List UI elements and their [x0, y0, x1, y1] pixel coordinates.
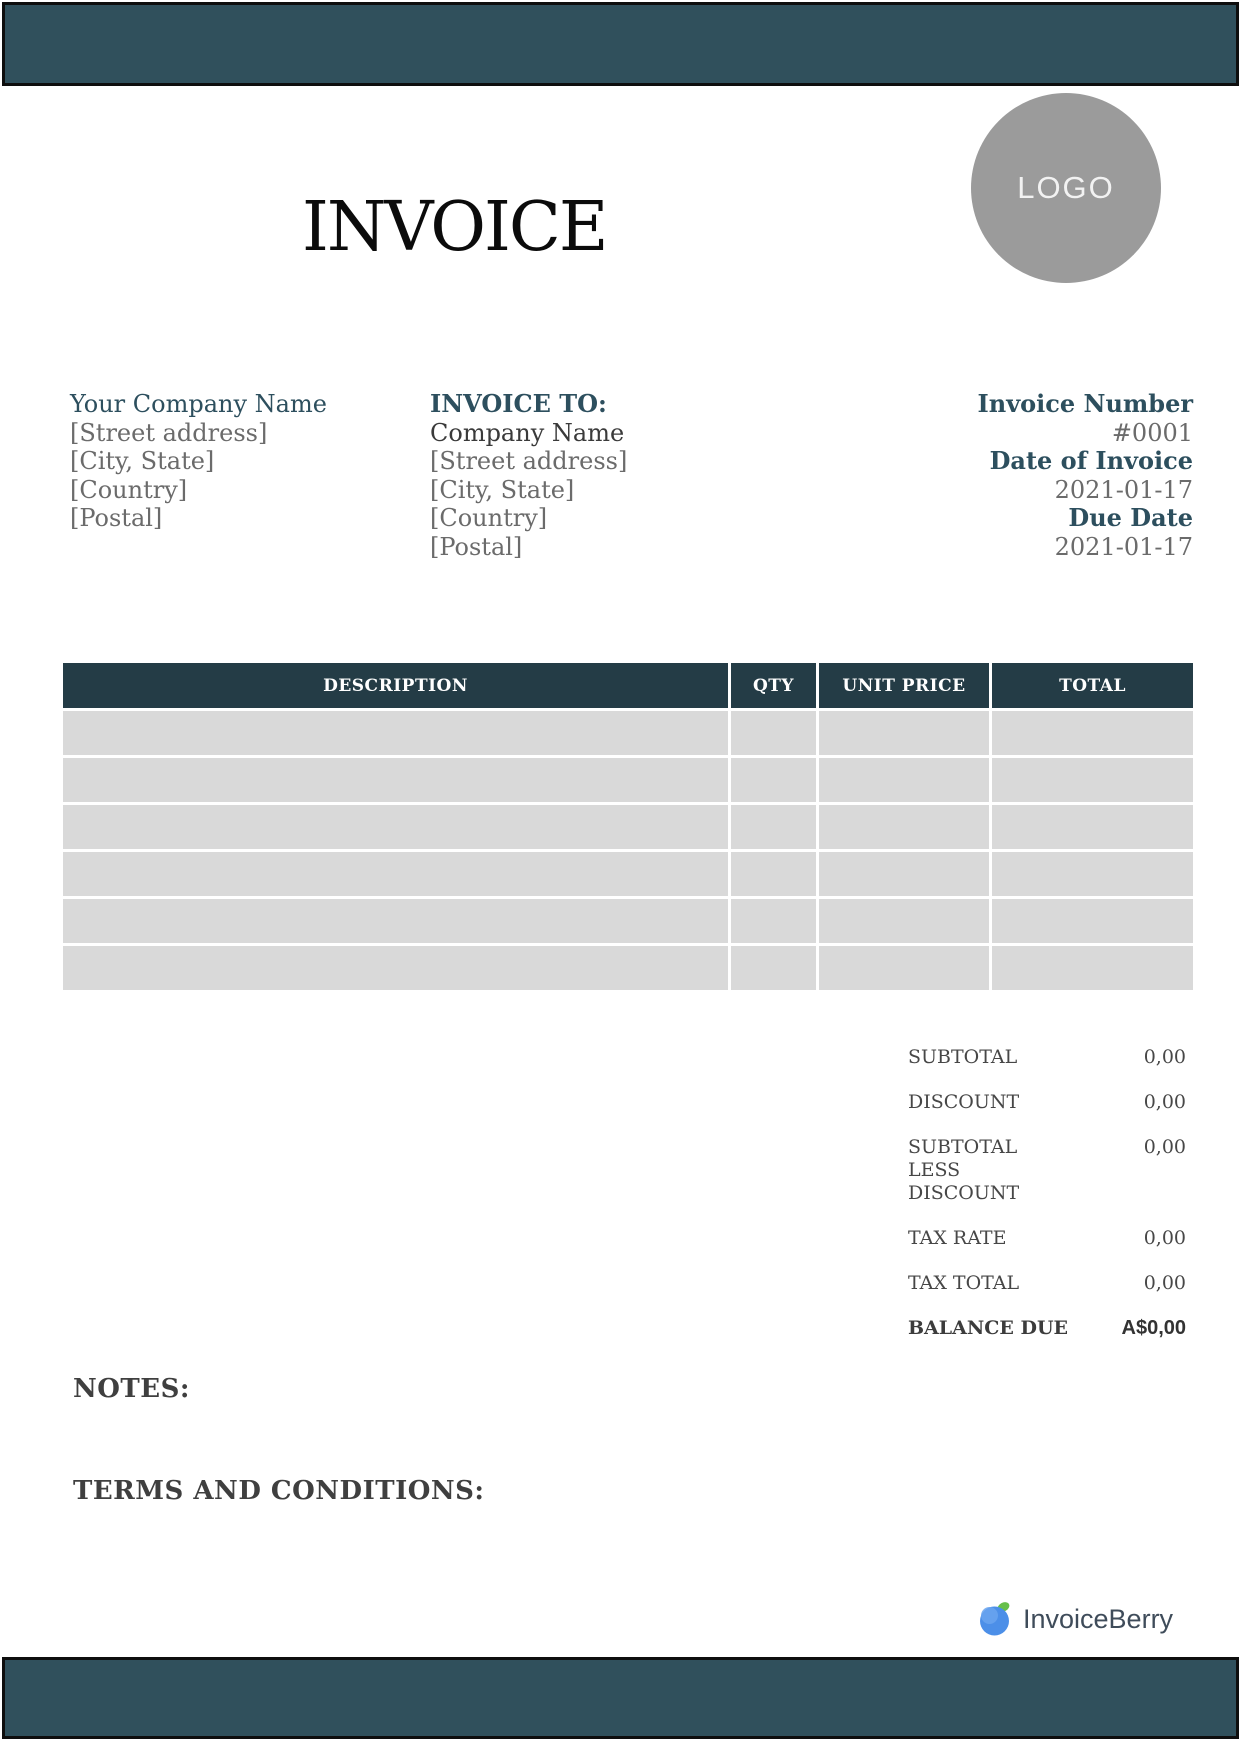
company-from-block	[70, 390, 327, 533]
subtotal-less-discount-value: 0,00	[1143, 1136, 1186, 1158]
recipient-country: [Country]	[430, 504, 548, 533]
table-cell-empty	[731, 805, 816, 849]
table-cell-empty	[819, 946, 989, 990]
table-cell-empty	[992, 758, 1193, 802]
brand-name: InvoiceBerry	[1023, 1603, 1174, 1634]
totals-block	[908, 1046, 1186, 1362]
company-street: [Street address]	[70, 418, 268, 447]
totals-row-balance-due	[908, 1317, 1186, 1340]
company-city-state: [City, State]	[70, 447, 215, 476]
invoice-number-value: #0001	[1111, 418, 1193, 447]
table-cell-empty	[992, 711, 1193, 755]
invoice-to-heading: INVOICE TO:	[430, 389, 607, 418]
table-cell-empty	[819, 758, 989, 802]
table-cell-empty	[63, 711, 728, 755]
tax-rate-value: 0,00	[1143, 1227, 1186, 1249]
recipient-name: Company Name	[430, 418, 625, 447]
subtotal-value: 0,00	[1143, 1046, 1186, 1068]
company-name: Your Company Name	[70, 390, 327, 418]
discount-label: DISCOUNT	[908, 1091, 1020, 1113]
invoice-meta-block	[978, 390, 1193, 562]
totals-row-subtotal	[908, 1046, 1186, 1069]
table-cell-empty	[731, 899, 816, 943]
table-cell-empty	[63, 946, 728, 990]
table-cell-empty	[731, 946, 816, 990]
items-table	[63, 663, 1193, 990]
table-cell-empty	[992, 899, 1193, 943]
logo-placeholder-label: LOGO	[1017, 170, 1115, 205]
invoiceberry-logo-icon	[978, 1600, 1014, 1638]
column-header-total: TOTAL	[992, 663, 1193, 708]
table-cell-empty	[819, 711, 989, 755]
notes-heading: NOTES:	[73, 1374, 190, 1404]
subtotal-less-discount-label: SUBTOTAL LESS DISCOUNT	[908, 1136, 1020, 1204]
table-cell-empty	[992, 946, 1193, 990]
table-cell-empty	[63, 852, 728, 896]
invoice-date-value: 2021-01-17	[1054, 475, 1193, 504]
company-country: [Country]	[70, 475, 188, 504]
table-cell-empty	[731, 758, 816, 802]
table-cell-empty	[63, 758, 728, 802]
invoice-date-label: Date of Invoice	[989, 446, 1193, 476]
due-date-label: Due Date	[1068, 503, 1193, 533]
recipient-street: [Street address]	[430, 447, 628, 476]
top-bar	[2, 2, 1239, 86]
tax-total-value: 0,00	[1143, 1272, 1186, 1294]
bottom-bar	[2, 1657, 1239, 1739]
company-postal: [Postal]	[70, 504, 163, 533]
column-header-unit-price: UNIT PRICE	[819, 663, 989, 708]
table-cell-empty	[63, 899, 728, 943]
table-cell-empty	[819, 852, 989, 896]
due-date-value: 2021-01-17	[1054, 532, 1193, 561]
table-cell-empty	[992, 852, 1193, 896]
column-header-qty: QTY	[731, 663, 816, 708]
table-cell-empty	[819, 899, 989, 943]
column-header-description: DESCRIPTION	[63, 663, 728, 708]
balance-due-label: BALANCE DUE	[908, 1317, 1069, 1339]
balance-due-value: A$0,00	[1121, 1317, 1186, 1339]
tax-rate-label: TAX RATE	[908, 1227, 1007, 1249]
discount-value: 0,00	[1143, 1091, 1186, 1113]
subtotal-label: SUBTOTAL	[908, 1046, 1018, 1068]
table-cell-empty	[731, 711, 816, 755]
table-cell-empty	[992, 805, 1193, 849]
invoice-number-label: Invoice Number	[977, 389, 1193, 418]
invoice-to-block	[430, 390, 627, 562]
terms-heading: TERMS AND CONDITIONS:	[73, 1476, 485, 1506]
page-title: INVOICE	[302, 188, 607, 267]
table-cell-empty	[63, 805, 728, 849]
table-cell-empty	[819, 805, 989, 849]
footer-brand	[978, 1600, 1173, 1638]
recipient-postal: [Postal]	[430, 532, 523, 561]
totals-row-subtotal-less-discount	[908, 1136, 1186, 1205]
tax-total-label: TAX TOTAL	[908, 1272, 1020, 1294]
logo-placeholder	[971, 93, 1161, 283]
totals-row-tax-rate	[908, 1227, 1186, 1250]
totals-row-tax-total	[908, 1272, 1186, 1295]
totals-row-discount	[908, 1091, 1186, 1114]
table-cell-empty	[731, 852, 816, 896]
recipient-city-state: [City, State]	[430, 475, 575, 504]
